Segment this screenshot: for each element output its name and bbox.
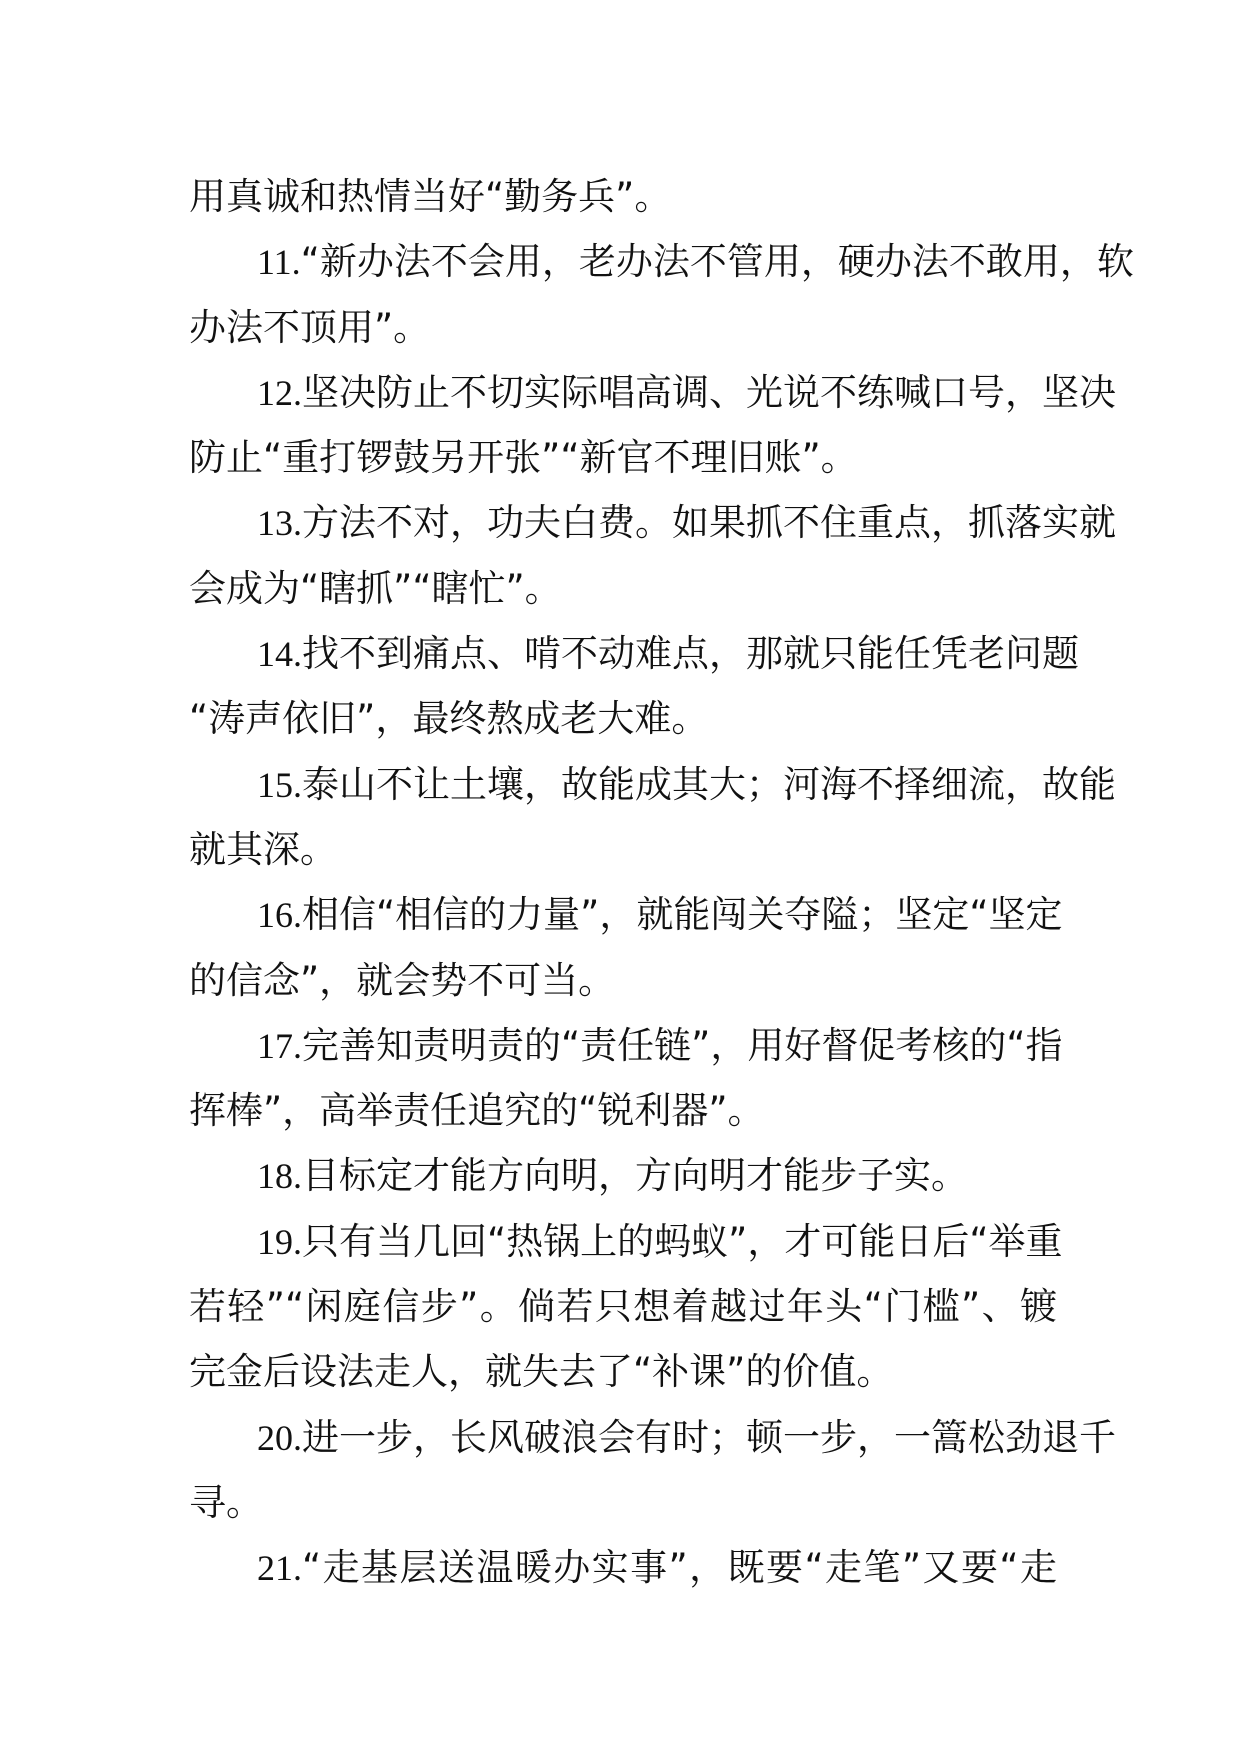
paragraph-16 <box>189 882 1063 1013</box>
paragraph-line <box>189 752 1116 817</box>
line-text: 找不到痛点、啃不动难点，那就只能任凭老问题 <box>302 632 1079 676</box>
paragraph-line <box>189 686 1057 751</box>
paragraph-15 <box>189 752 1116 883</box>
paragraph-line <box>189 882 1063 947</box>
item-number: 17. <box>257 1025 302 1066</box>
item-number: 11. <box>257 242 301 283</box>
paragraph-19 <box>189 1209 1063 1405</box>
paragraph-20 <box>189 1405 1116 1536</box>
paragraph-21 <box>189 1535 1057 1600</box>
paragraph-line <box>189 1274 1057 1339</box>
paragraph-continued <box>189 164 1057 229</box>
paragraph-line <box>189 817 1057 882</box>
line-text: 的信念”，就会势不可当。 <box>189 958 616 1002</box>
paragraph-line <box>189 1405 1116 1470</box>
paragraph-line <box>189 1535 1057 1600</box>
paragraph-line <box>189 490 1116 555</box>
paragraph-line <box>189 1470 1057 1535</box>
item-number: 21. <box>257 1548 302 1589</box>
line-text: 完金后设法走人，就失去了“补课”的价值。 <box>189 1350 894 1394</box>
line-text: “涛声依旧”，最终熬成老大难。 <box>189 697 709 741</box>
item-number: 20. <box>257 1417 302 1458</box>
paragraph-line <box>189 360 1116 425</box>
paragraph-line <box>189 1078 1057 1143</box>
paragraph-12 <box>189 360 1116 491</box>
paragraph-line <box>189 164 1057 229</box>
paragraph-11 <box>189 229 1134 360</box>
paragraph-13 <box>189 490 1116 621</box>
line-text: 坚决防止不切实际唱高调、光说不练喊口号，坚决 <box>302 370 1116 414</box>
paragraph-line <box>189 1209 1063 1274</box>
paragraph-line <box>189 556 1057 621</box>
item-number: 18. <box>257 1156 302 1197</box>
paragraph-line <box>189 425 1057 490</box>
line-text: 完善知责明责的“责任链”，用好督促考核的“指 <box>302 1023 1063 1067</box>
paragraph-line <box>189 1339 1057 1404</box>
paragraph-line <box>189 621 1079 686</box>
body-text <box>189 164 1134 1601</box>
line-text: 进一步，长风破浪会有时；顿一步，一篙松劲退千 <box>302 1415 1116 1459</box>
line-text: 寻。 <box>189 1480 263 1524</box>
line-text: 办法不顶用”。 <box>189 305 431 349</box>
paragraph-17 <box>189 1013 1063 1144</box>
item-number: 14. <box>257 634 302 675</box>
line-text: 防止“重打锣鼓另开张”“新官不理旧账”。 <box>189 436 858 480</box>
paragraph-line <box>189 1143 1057 1208</box>
paragraph-line <box>189 948 1057 1013</box>
paragraph-14 <box>189 621 1079 752</box>
line-text: 相信“相信的力量”，就能闯关夺隘；坚定“坚定 <box>302 893 1063 937</box>
paragraph-line <box>189 229 1134 294</box>
line-text: “走基层送温暖办实事”，既要“走笔”又要“走 <box>302 1546 1057 1590</box>
line-text: 若轻”“闲庭信步”。倘若只想着越过年头“门槛”、镀 <box>189 1285 1057 1329</box>
item-number: 12. <box>257 372 302 413</box>
item-number: 19. <box>257 1221 302 1262</box>
line-text: 泰山不让土壤，故能成其大；河海不择细流，故能 <box>302 762 1116 806</box>
line-text: 目标定才能方向明，方向明才能步子实。 <box>302 1154 968 1198</box>
line-text: “新办法不会用，老办法不管用，硬办法不敢用，软 <box>300 240 1134 284</box>
item-number: 15. <box>257 764 302 805</box>
line-text: 只有当几回“热锅上的蚂蚁”，才可能日后“举重 <box>302 1219 1063 1263</box>
item-number: 13. <box>257 503 302 544</box>
line-text: 会成为“瞎抓”“瞎忙”。 <box>189 566 562 610</box>
line-text: 用真诚和热情当好“勤务兵”。 <box>189 175 672 218</box>
item-number: 16. <box>257 895 302 936</box>
paragraph-line <box>189 295 1057 360</box>
line-text: 就其深。 <box>189 827 337 871</box>
line-text: 挥棒”，高举责任追究的“锐利器”。 <box>189 1089 765 1133</box>
line-text: 方法不对，功夫白费。如果抓不住重点，抓落实就 <box>302 501 1116 545</box>
paragraph-line <box>189 1013 1063 1078</box>
paragraph-18 <box>189 1143 1057 1208</box>
